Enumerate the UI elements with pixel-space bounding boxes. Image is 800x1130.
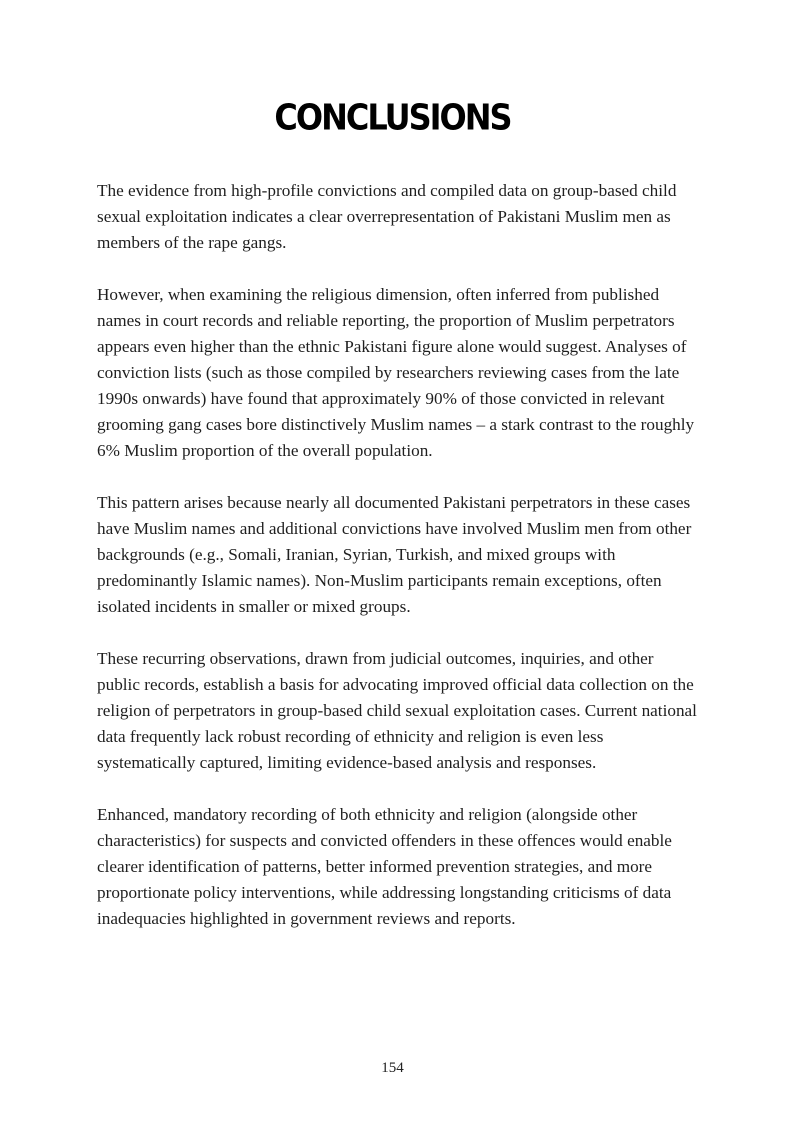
page-heading: CONCLUSIONS [274, 95, 511, 139]
paragraph-3: This pattern arises because nearly all documented Pakistani perpetrators in these cases have Muslim names and additional convictions have involved Muslim men from other backgrounds (e.g., Somali, Iranian, Syrian, Turkish, and mixed groups with predominantly Islamic names). Non-Muslim participants remain exceptions, often isolated incidents in smaller or mixed groups. [97, 493, 692, 616]
paragraph-5: Enhanced, mandatory recording of both ethnicity and religion (alongside other characteristics) for suspects and convicted offenders in these offences would enable clearer identification of patterns, better informed prevention strategies, and more proportionate policy interventions, while addressing longstanding criticisms of data inadequacies highlighted in government reviews and reports. [97, 805, 672, 928]
paragraph-1: The evidence from high-profile convictions and compiled data on group-based child sexual exploitation indicates a clear overrepresentation of Pakistani Muslim men as members of the rape gangs. [97, 181, 677, 252]
body-text [97, 178, 697, 958]
paragraph-4: These recurring observations, drawn from judicial outcomes, inquiries, and other public records, establish a basis for advocating improved official data collection on the religion of perpetrators in group-based child sexual exploitation cases. Current national data frequently lack robust recording of ethnicity and religion is even less systematically captured, limiting evidence-based analysis and responses. [97, 649, 697, 772]
page-number: 154 [381, 1060, 404, 1076]
paragraph-2: However, when examining the religious dimension, often inferred from published names in court records and reliable reporting, the proportion of Muslim perpetrators appears even higher than the ethnic Pakistani figure alone would suggest. Analyses of conviction lists (such as those compiled by researchers reviewing cases from the late 1990s onwards) have found that approximately 90% of those convicted in relevant grooming gang cases bore distinctively Muslim names – a stark contrast to the roughly 6% Muslim proportion of the overall population. [97, 285, 695, 460]
